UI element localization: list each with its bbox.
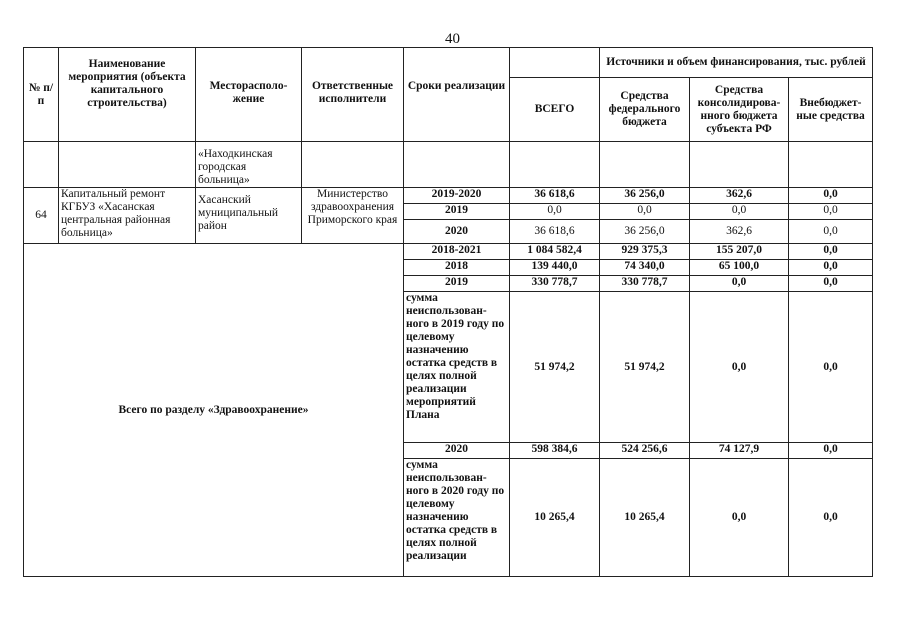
row64-consolidated: 362,6 bbox=[690, 188, 789, 204]
header-consolidated: Средства консолидирова-нного бюджета субъекта РФ bbox=[690, 78, 789, 142]
row64-total: 36 618,6 bbox=[510, 220, 600, 244]
header-financing-group: Источники и объем финансирования, тыс. рублей bbox=[600, 48, 873, 78]
total-period-note: сумма неиспользован-ного в 2019 году по целевому назначению остатка средств в целях полной реализации мероприятий Плана bbox=[404, 292, 510, 443]
total-federal: 51 974,2 bbox=[600, 292, 690, 443]
row64-federal: 36 256,0 bbox=[600, 188, 690, 204]
row64-period: 2019-2020 bbox=[404, 188, 510, 204]
total-extra: 0,0 bbox=[789, 443, 873, 459]
total-extra: 0,0 bbox=[789, 292, 873, 443]
row64-extra: 0,0 bbox=[789, 220, 873, 244]
total-total: 51 974,2 bbox=[510, 292, 600, 443]
total-period: 2018-2021 bbox=[404, 244, 510, 260]
row64-federal: 0,0 bbox=[600, 204, 690, 220]
header-location: Месторасполо-жение bbox=[196, 48, 302, 142]
row64-consolidated: 0,0 bbox=[690, 204, 789, 220]
row64-total: 0,0 bbox=[510, 204, 600, 220]
header-period: Сроки реализации bbox=[404, 48, 510, 142]
row64-name: Капитальный ремонт КГБУЗ «Хасанская центральная районная больница» bbox=[59, 188, 196, 244]
header-federal: Средства федерального бюджета bbox=[600, 78, 690, 142]
total-period: 2020 bbox=[404, 443, 510, 459]
header-num: № п/п bbox=[24, 48, 59, 142]
row64-responsible: Министерство здравоохранения Приморского края bbox=[302, 188, 404, 244]
row64-consolidated: 362,6 bbox=[690, 220, 789, 244]
header-name: Наименование мероприятия (объекта капитального строительства) bbox=[59, 48, 196, 142]
total-total: 139 440,0 bbox=[510, 260, 600, 276]
row64-extra: 0,0 bbox=[789, 188, 873, 204]
section-total-label: Всего по разделу «Здравоохранение» bbox=[24, 244, 404, 577]
total-total: 10 265,4 bbox=[510, 459, 600, 577]
total-consolidated: 65 100,0 bbox=[690, 260, 789, 276]
total-period: 2019 bbox=[404, 276, 510, 292]
row64-location: Хасанский муниципальный район bbox=[196, 188, 302, 244]
total-extra: 0,0 bbox=[789, 260, 873, 276]
row64-total: 36 618,6 bbox=[510, 188, 600, 204]
total-total: 330 778,7 bbox=[510, 276, 600, 292]
total-total: 598 384,6 bbox=[510, 443, 600, 459]
header-total-top bbox=[510, 48, 600, 78]
total-federal: 330 778,7 bbox=[600, 276, 690, 292]
total-consolidated: 0,0 bbox=[690, 459, 789, 577]
total-federal: 929 375,3 bbox=[600, 244, 690, 260]
total-extra: 0,0 bbox=[789, 244, 873, 260]
total-total: 1 084 582,4 bbox=[510, 244, 600, 260]
row64-period: 2019 bbox=[404, 204, 510, 220]
header-responsible: Ответственные исполнители bbox=[302, 48, 404, 142]
total-consolidated: 0,0 bbox=[690, 276, 789, 292]
total-consolidated: 74 127,9 bbox=[690, 443, 789, 459]
financing-table bbox=[23, 47, 873, 577]
row64-federal: 36 256,0 bbox=[600, 220, 690, 244]
total-consolidated: 155 207,0 bbox=[690, 244, 789, 260]
prev-location-tail: «Находкинская городская больница» bbox=[196, 142, 302, 188]
row64-extra: 0,0 bbox=[789, 204, 873, 220]
header-extrabudget: Внебюджет-ные средства bbox=[789, 78, 873, 142]
row64-period: 2020 bbox=[404, 220, 510, 244]
page-number: 40 bbox=[445, 31, 460, 47]
total-period-note: сумма неиспользован-ного в 2020 году по целевому назначению остатка средств в целях полной реализации bbox=[404, 459, 510, 577]
total-period: 2018 bbox=[404, 260, 510, 276]
total-federal: 74 340,0 bbox=[600, 260, 690, 276]
total-consolidated: 0,0 bbox=[690, 292, 789, 443]
header-total: ВСЕГО bbox=[510, 78, 600, 142]
total-federal: 10 265,4 bbox=[600, 459, 690, 577]
total-extra: 0,0 bbox=[789, 459, 873, 577]
total-extra: 0,0 bbox=[789, 276, 873, 292]
total-federal: 524 256,6 bbox=[600, 443, 690, 459]
row64-num: 64 bbox=[24, 188, 59, 244]
